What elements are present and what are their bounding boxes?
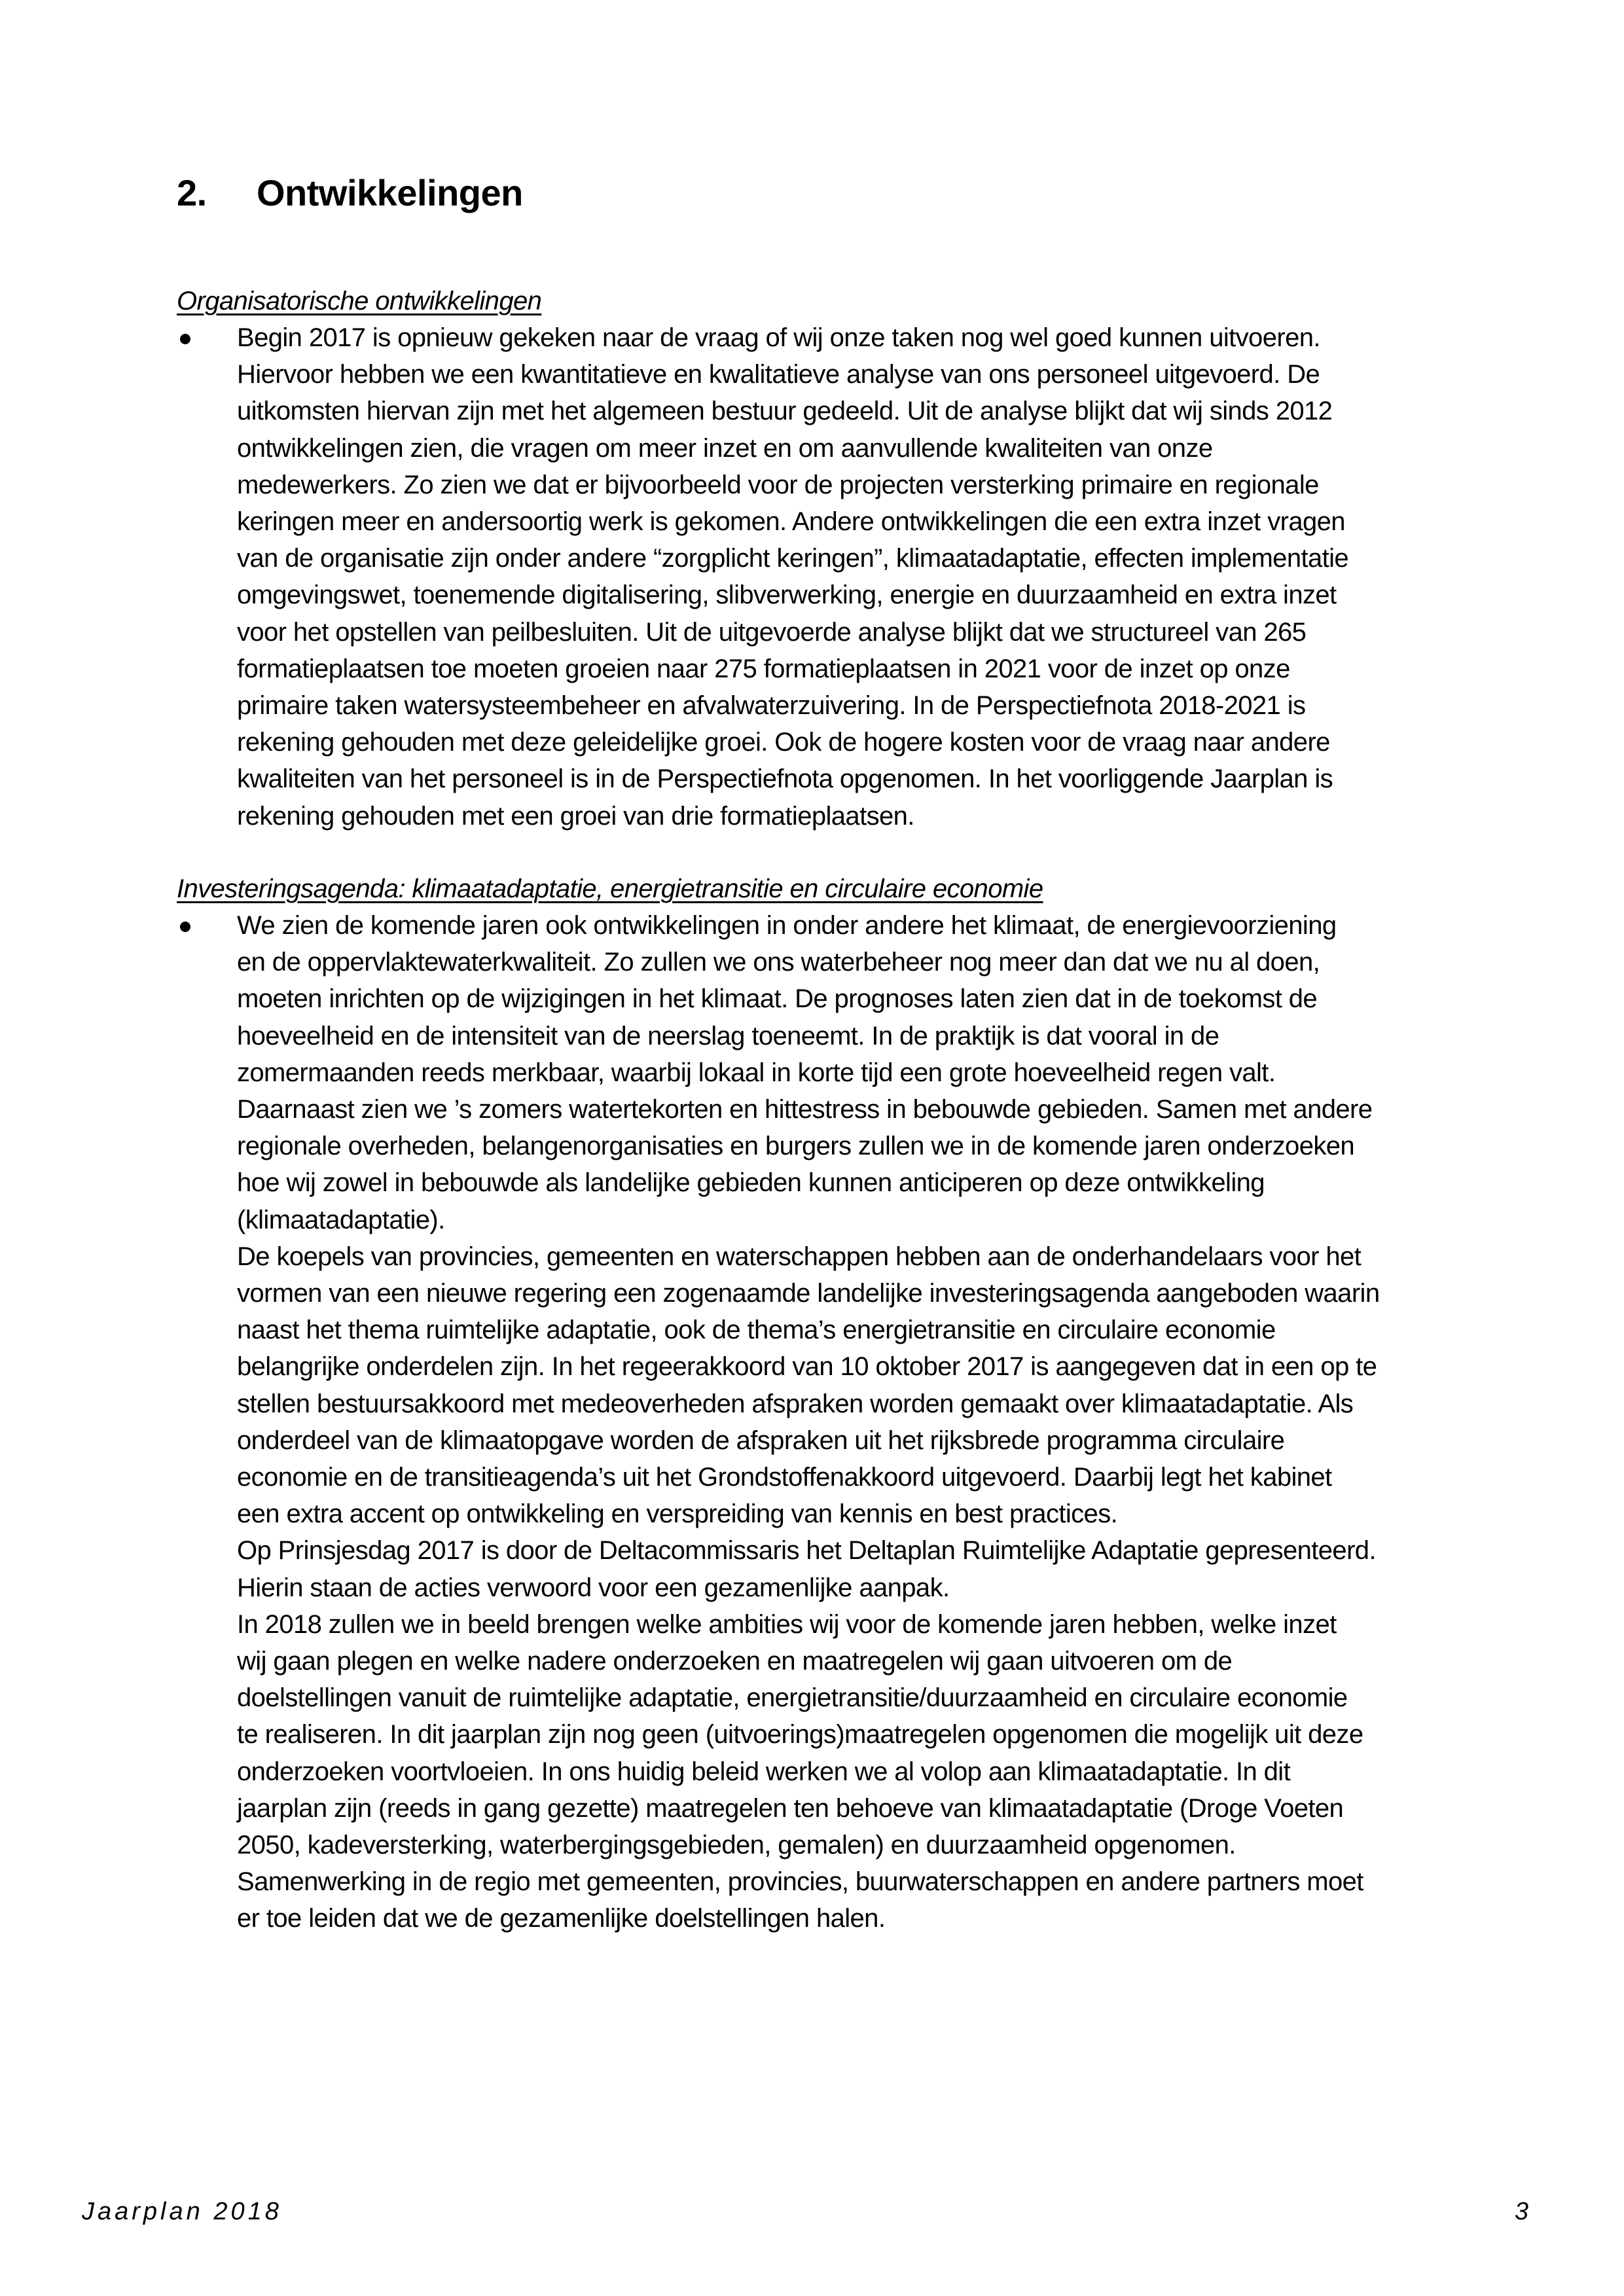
footer-document-title: Jaarplan 2018: [82, 2198, 282, 2225]
chapter-title: Ontwikkelingen: [257, 172, 523, 213]
text-line: hoe wij zowel in bebouwde als landelijke gebieden kunnen anticiperen op deze ontwikkeling: [237, 1168, 1265, 1198]
text-line: Samenwerking in de regio met gemeenten, provincies, buurwaterschappen en andere partners moet: [237, 1867, 1363, 1897]
text-line: voor het opstellen van peilbesluiten. Uit de uitgevoerde analyse blijkt dat we structureel van 265: [237, 617, 1307, 647]
chapter-heading: [177, 171, 523, 214]
section-organisational-developments: [177, 283, 1492, 834]
text-line: moeten inrichten op de wijzigingen in het klimaat. De prognoses laten zien dat in de toekomst de: [237, 984, 1318, 1014]
text-line: van de organisatie zijn onder andere “zorgplicht keringen”, klimaatadaptatie, effecten implementatie: [237, 544, 1349, 573]
text-line: Begin 2017 is opnieuw gekeken naar de vraag of wij onze taken nog wel goed kunnen uitvoeren.: [237, 323, 1320, 352]
text-line: kwaliteiten van het personeel is in de Perspectiefnota opgenomen. In het voorliggende Jaarplan is: [237, 764, 1333, 794]
section-investment-agenda: [177, 870, 1492, 1937]
text-line: formatieplaatsen toe moeten groeien naar 275 formatieplaatsen in 2021 voor de inzet op onze: [237, 654, 1290, 683]
text-line: te realiseren. In dit jaarplan zijn nog geen (uitvoerings)maatregelen opgenomen die mogelijk uit deze: [237, 1720, 1363, 1749]
text-line: uitkomsten hiervan zijn met het algemeen bestuur gedeeld. Uit de analyse blijkt dat wij sinds 2012: [237, 397, 1333, 426]
text-line: medewerkers. Zo zien we dat er bijvoorbeeld voor de projecten versterking primaire en regionale: [237, 470, 1319, 499]
text-line: regionale overheden, belangenorganisaties en burgers zullen we in de komende jaren onderzoeken: [237, 1132, 1355, 1161]
text-line: zomermaanden reeds merkbaar, waarbij lokaal in korte tijd een grote hoeveelheid regen valt.: [237, 1058, 1276, 1087]
text-line: ontwikkelingen zien, die vragen om meer inzet en om aanvullende kwaliteiten van onze: [237, 433, 1213, 463]
text-line: wij gaan plegen en welke nadere onderzoeken en maatregelen wij gaan uitvoeren om de: [237, 1647, 1233, 1676]
text-line: hoeveelheid en de intensiteit van de neerslag toeneemt. In de praktijk is dat vooral in de: [237, 1021, 1219, 1050]
text-line: doelstellingen vanuit de ruimtelijke adaptatie, energietransitie/duurzaamheid en circulaire economie: [237, 1683, 1348, 1713]
page-number: 3: [1514, 2198, 1528, 2225]
text-line: keringen meer en andersoortig werk is gekomen. Andere ontwikkelingen die een extra inzet vragen: [237, 507, 1345, 537]
text-line: 2050, kadeversterking, waterbergingsgebieden, gemalen) en duurzaamheid opgenomen.: [237, 1831, 1236, 1860]
text-line: naast het thema ruimtelijke adaptatie, ook de thema’s energietransitie en circulaire economie: [237, 1316, 1276, 1345]
text-line: rekening gehouden met deze geleidelijke groei. Ook de hogere kosten voor de vraag naar andere: [237, 728, 1330, 757]
bullet-icon: [180, 334, 190, 344]
text-line: jaarplan zijn (reeds in gang gezette) maatregelen ten behoeve van klimaatadaptatie (Droge Voeten: [237, 1793, 1344, 1823]
text-line: Hierin staan de acties verwoord voor een gezamenlijke aanpak.: [237, 1573, 950, 1602]
text-line: De koepels van provincies, gemeenten en waterschappen hebben aan de onderhandelaars voor het: [237, 1242, 1362, 1271]
text-line: omgevingswet, toenemende digitalisering, slibverwerking, energie en duurzaamheid en extra inzet: [237, 581, 1337, 610]
text-line: onderzoeken voortvloeien. In ons huidig beleid werken we al volop aan klimaatadaptatie. In dit: [237, 1757, 1291, 1786]
bullet-paragraph: [177, 907, 1492, 1937]
text-line: Op Prinsjesdag 2017 is door de Deltacommissaris het Deltaplan Ruimtelijke Adaptatie gepresenteerd.: [237, 1536, 1376, 1566]
section-title: Investeringsagenda: klimaatadaptatie, energietransitie en circulaire economie: [177, 874, 1043, 903]
bullet-icon: [180, 922, 190, 932]
text-line: In 2018 zullen we in beeld brengen welke ambities wij voor de komende jaren hebben, welke inzet: [237, 1609, 1337, 1639]
text-line: Daarnaast zien we ’s zomers watertekorten en hittestress in bebouwde gebieden. Samen met andere: [237, 1095, 1373, 1124]
text-line: een extra accent op ontwikkeling en verspreiding van kennis en best practices.: [237, 1499, 1118, 1529]
page-footer: [82, 2198, 1528, 2226]
text-line: economie en de transitieagenda’s uit het Grondstoffenakkoord uitgevoerd. Daarbij legt het kabinet: [237, 1463, 1332, 1492]
text-line: vormen van een nieuwe regering een zogenaamde landelijke investeringsagenda aangeboden waarin: [237, 1279, 1380, 1308]
text-line: Hiervoor hebben we een kwantitatieve en kwalitatieve analyse van ons personeel uitgevoerd. De: [237, 360, 1320, 389]
text-line: onderdeel van de klimaatopgave worden de afspraken uit het rijksbrede programma circulaire: [237, 1426, 1285, 1455]
chapter-number: 2.: [177, 172, 207, 213]
text-line: (klimaatadaptatie).: [237, 1205, 445, 1234]
text-line: primaire taken watersysteembeheer en afvalwaterzuivering. In de Perspectiefnota 2018-2021 is: [237, 691, 1306, 721]
bullet-paragraph: [177, 319, 1492, 834]
section-title: Organisatorische ontwikkelingen: [177, 287, 542, 315]
text-line: en de oppervlaktewaterkwaliteit. Zo zullen we ons waterbeheer nog meer dan dat we nu al doen,: [237, 948, 1320, 977]
text-line: We zien de komende jaren ook ontwikkelingen in onder andere het klimaat, de energievoorziening: [237, 911, 1337, 940]
text-line: rekening gehouden met een groei van drie formatieplaatsen.: [237, 801, 914, 831]
text-line: stellen bestuursakkoord met medeoverheden afspraken worden gemaakt over klimaatadaptatie. Als: [237, 1389, 1354, 1418]
text-line: belangrijke onderdelen zijn. In het regeerakkoord van 10 oktober 2017 is aangegeven dat in een op te: [237, 1352, 1377, 1382]
text-line: er toe leiden dat we de gezamenlijke doelstellingen halen.: [237, 1904, 886, 1933]
